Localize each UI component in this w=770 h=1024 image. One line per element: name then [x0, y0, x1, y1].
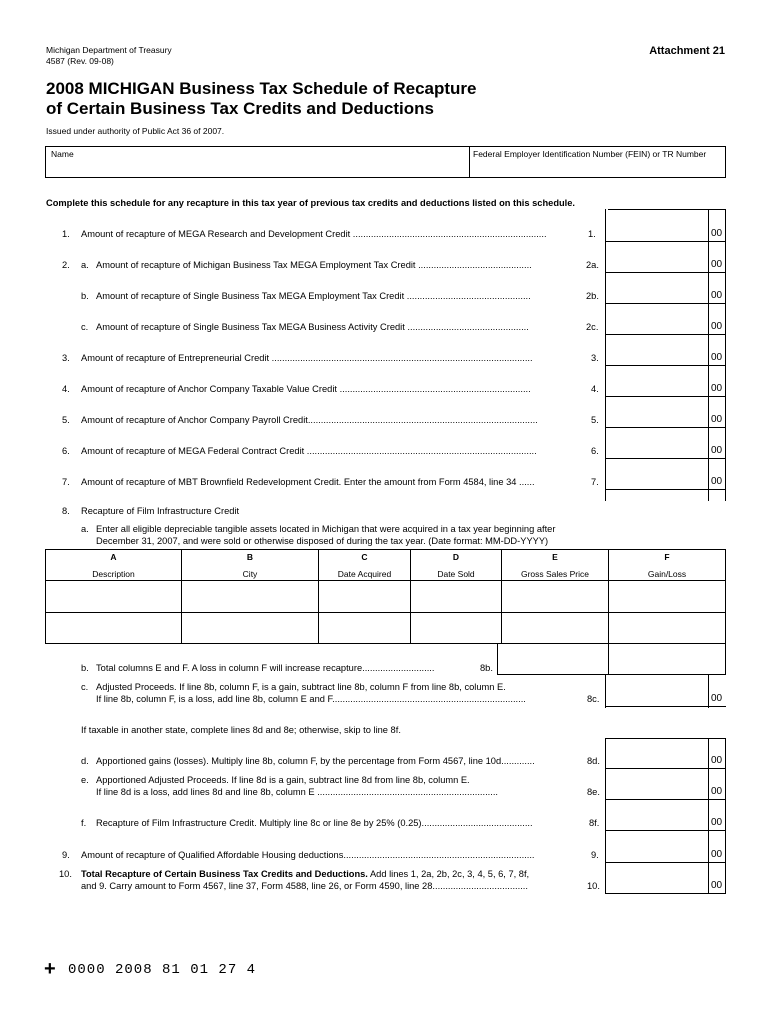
- col-f-header: Gain/Loss: [647, 569, 687, 579]
- asset-row-2-date-acquired[interactable]: [322, 620, 406, 636]
- line-8d-text: Apportioned gains (losses). Multiply line 8b, column F, by the percentage from Form 4567, line 10d.............: [96, 756, 535, 766]
- line-2a-cents: 00: [711, 259, 723, 270]
- line-8e-text1: Apportioned Adjusted Proceeds. If line 8d is a gain, subtract line 8d from line 8b, column E.: [96, 775, 470, 785]
- line-2a-text: Amount of recapture of Michigan Business Tax MEGA Employment Tax Credit ............................................: [96, 260, 532, 270]
- col-a-header: Description: [92, 569, 135, 579]
- state-note: If taxable in another state, complete lines 8d and 8e; otherwise, skip to line 8f.: [81, 725, 401, 735]
- line-6-text: Amount of recapture of MEGA Federal Contract Credit .........................................................................................: [81, 446, 537, 456]
- line-8c-amount[interactable]: [609, 691, 705, 705]
- line-8b-ref: 8b.: [480, 663, 493, 673]
- line-1-amount[interactable]: [609, 226, 705, 240]
- line-9-ref: 9.: [591, 850, 599, 860]
- line-8f-amount[interactable]: [609, 815, 705, 829]
- line-8a-text1: Enter all eligible depreciable tangible assets located in Michigan that were acquired in a tax year beginning after: [96, 524, 556, 534]
- line-2a-amount[interactable]: [609, 257, 705, 271]
- line-8f-sub: f.: [81, 818, 87, 828]
- asset-row-1-description[interactable]: [49, 588, 177, 604]
- line-4-text: Amount of recapture of Anchor Company Taxable Value Credit ..........................................................................: [81, 384, 531, 394]
- line-8e-text2: If line 8d is a loss, add lines 8d and line 8b, column E ......................................................................: [96, 787, 498, 797]
- line-8b-sub: b.: [81, 663, 89, 673]
- line-8e-cents: 00: [711, 786, 723, 797]
- form-revision: 4587 (Rev. 09-08): [46, 56, 114, 66]
- line-1-cents: 00: [711, 228, 723, 239]
- name-label: Name: [51, 149, 74, 159]
- col-c-header: Date Acquired: [337, 569, 392, 579]
- asset-row-2-city[interactable]: [185, 620, 314, 636]
- line-3-amount[interactable]: [609, 350, 705, 364]
- line-4-cents: 00: [711, 383, 723, 394]
- asset-row-1-gross-sales[interactable]: [505, 588, 604, 604]
- line-10-bold-text: Total Recapture of Certain Business Tax Credits and Deductions.: [81, 869, 368, 879]
- line-7-cents: 00: [711, 476, 723, 487]
- asset-row-2-date-sold[interactable]: [414, 620, 497, 636]
- line-2c-cents: 00: [711, 321, 723, 332]
- line-8c-cents: 00: [711, 693, 723, 704]
- line-10-text-cont: Add lines 1, 2a, 2b, 2c, 3, 4, 5, 6, 7, 8f,: [367, 869, 530, 879]
- line-6-amount[interactable]: [609, 443, 705, 457]
- line-8-text: Recapture of Film Infrastructure Credit: [81, 506, 240, 516]
- line-8e-ref: 8e.: [587, 787, 600, 797]
- line-10-ref: 10.: [587, 881, 600, 891]
- line-8e-sub: e.: [81, 775, 89, 785]
- line-9-cents: 00: [711, 849, 723, 860]
- authority-text: Issued under authority of Public Act 36 of 2007.: [46, 126, 225, 136]
- line-7-ref: 7.: [591, 477, 599, 487]
- line-2-number: 2.: [62, 260, 70, 270]
- plus-marker: +: [44, 958, 56, 980]
- fein-input[interactable]: [473, 162, 721, 175]
- line-8a-text2: December 31, 2007, and were sold or otherwise disposed of during the tax year. (Date format: MM-DD-YYYY): [96, 536, 549, 546]
- line-8d-amount[interactable]: [609, 753, 705, 767]
- form-title-line1: 2008 MICHIGAN Business Tax Schedule of Recapture: [46, 79, 477, 98]
- line-5-number: 5.: [62, 415, 70, 425]
- line-10-text1: [81, 869, 529, 879]
- line-6-number: 6.: [62, 446, 70, 456]
- col-d-header: Date Sold: [437, 569, 475, 579]
- col-b-header: City: [242, 569, 258, 579]
- line-8c-sub: c.: [81, 682, 89, 692]
- line-2b-ref: 2b.: [586, 291, 599, 301]
- col-b-letter: B: [246, 552, 254, 562]
- line-8e-amount[interactable]: [609, 784, 705, 798]
- department-name: Michigan Department of Treasury: [46, 45, 172, 55]
- col-c-letter: C: [361, 552, 368, 562]
- line-3-text: Amount of recapture of Entrepreneurial Credit .....................................................................................................: [81, 353, 533, 363]
- line-4-ref: 4.: [591, 384, 599, 394]
- line-8d-sub: d.: [81, 756, 89, 766]
- line-8f-ref: 8f.: [589, 818, 600, 828]
- line-7-text: Amount of recapture of MBT Brownfield Redevelopment Credit. Enter the amount from Form 4584, line 34 ......: [81, 477, 535, 487]
- name-input[interactable]: [51, 162, 461, 175]
- line-2c-amount[interactable]: [609, 319, 705, 333]
- line-4-amount[interactable]: [609, 381, 705, 395]
- line-2a-sub: a.: [81, 260, 89, 270]
- instructions: Complete this schedule for any recapture in this tax year of previous tax credits and deductions listed on this schedule.: [46, 198, 576, 208]
- line-8c-ref: 8c.: [587, 694, 600, 704]
- line-5-cents: 00: [711, 414, 723, 425]
- asset-row-2-gain-loss[interactable]: [612, 620, 722, 636]
- attachment-number: Attachment 21: [649, 45, 725, 57]
- line-2a-ref: 2a.: [586, 260, 599, 270]
- line-7-number: 7.: [62, 477, 70, 487]
- line-1-ref: 1.: [588, 229, 596, 239]
- line-2c-sub: c.: [81, 322, 89, 332]
- line-2b-text: Amount of recapture of Single Business Tax MEGA Employment Tax Credit ................................................: [96, 291, 531, 301]
- col-f-letter: F: [664, 552, 670, 562]
- line-10-cents: 00: [711, 880, 723, 891]
- asset-row-1-gain-loss[interactable]: [612, 588, 722, 604]
- line-5-text: Amount of recapture of Anchor Company Payroll Credit.........................................................................................: [81, 415, 538, 425]
- line-8c-text2: If line 8b, column F, is a loss, add line 8b, column E and F...........................................................................: [96, 694, 526, 704]
- line-8-number: 8.: [62, 506, 70, 516]
- line-7-amount[interactable]: [609, 474, 705, 488]
- line-3-cents: 00: [711, 352, 723, 363]
- line-8f-text: Recapture of Film Infrastructure Credit. Multiply line 8c or line 8e by 25% (0.25)...........................................: [96, 818, 533, 828]
- line-2b-sub: b.: [81, 291, 89, 301]
- form-title-line2: of Certain Business Tax Credits and Deductions: [46, 99, 434, 118]
- asset-row-1-city[interactable]: [185, 588, 314, 604]
- asset-row-2-description[interactable]: [49, 620, 177, 636]
- line-10-number: 10.: [59, 869, 72, 879]
- line-4-number: 4.: [62, 384, 70, 394]
- line-10-amount[interactable]: [609, 878, 705, 892]
- line-8d-cents: 00: [711, 755, 723, 766]
- line-9-number: 9.: [62, 850, 70, 860]
- line-8f-cents: 00: [711, 817, 723, 828]
- line-5-amount[interactable]: [609, 412, 705, 426]
- col-d-letter: D: [452, 552, 460, 562]
- line-3-ref: 3.: [591, 353, 599, 363]
- asset-row-1-date-sold[interactable]: [414, 588, 497, 604]
- line-2c-ref: 2c.: [586, 322, 599, 332]
- line-2b-amount[interactable]: [609, 288, 705, 302]
- line-5-ref: 5.: [591, 415, 599, 425]
- line-3-number: 3.: [62, 353, 70, 363]
- line-9-amount[interactable]: [609, 847, 705, 861]
- line-2b-cents: 00: [711, 290, 723, 301]
- asset-row-2-gross-sales[interactable]: [505, 620, 604, 636]
- fein-label: Federal Employer Identification Number (FEIN) or TR Number: [473, 149, 707, 159]
- col-e-letter: E: [552, 552, 558, 562]
- line-8d-ref: 8d.: [587, 756, 600, 766]
- line-2c-text: Amount of recapture of Single Business Tax MEGA Business Activity Credit ...............................................: [96, 322, 529, 332]
- line-8b-total-e[interactable]: [501, 658, 605, 672]
- line-6-cents: 00: [711, 445, 723, 456]
- line-6-ref: 6.: [591, 446, 599, 456]
- line-8c-text1: Adjusted Proceeds. If line 8b, column F, is a gain, subtract line 8b, column F from line 8b, column E.: [96, 682, 506, 692]
- asset-row-1-date-acquired[interactable]: [322, 588, 406, 604]
- line-8b-total-f[interactable]: [612, 658, 722, 672]
- line-9-text: Amount of recapture of Qualified Affordable Housing deductions..........................................................................: [81, 850, 535, 860]
- line-8b-text: Total columns E and F. A loss in column F will increase recapture............................: [96, 663, 435, 673]
- col-e-header: Gross Sales Price: [520, 569, 590, 579]
- form-id-barcode-text: 0000 2008 81 01 27 4: [68, 962, 257, 978]
- line-1-number: 1.: [62, 229, 70, 239]
- line-1-text: Amount of recapture of MEGA Research and Development Credit ...........................................................................: [81, 229, 547, 239]
- col-a-letter: A: [110, 552, 117, 562]
- line-10-text2: and 9. Carry amount to Form 4567, line 37, Form 4588, line 26, or Form 4590, line 28.....................................: [81, 881, 528, 891]
- line-8a-sub: a.: [81, 524, 89, 534]
